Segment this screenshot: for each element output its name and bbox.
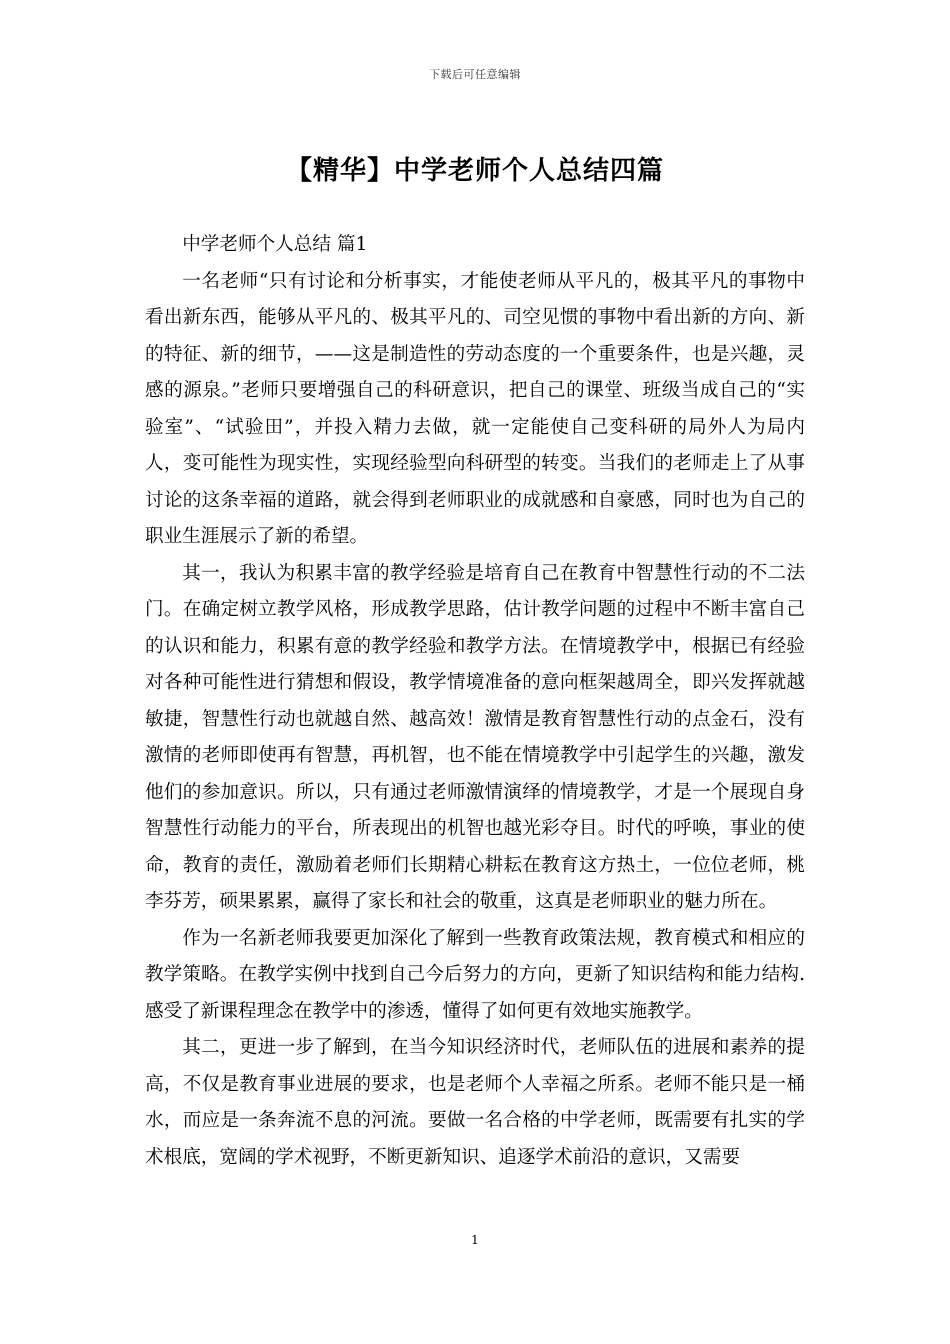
page-number: 1 — [471, 1233, 479, 1247]
document-body — [145, 227, 805, 1176]
paragraph: 其二，更进一步了解到，在当今知识经济时代，老师队伍的进展和素养的提高，不仅是教育事业进展的要求，也是老师个人幸福之所系。老师不能只是一桶水，而应是一条奔流不息的河流。要做一名合格的中学老师，既需要有扎实的学术根底，宽阔的学术视野，不断更新知识、追逐学术前沿的意识，又需要 — [145, 1037, 805, 1168]
section-heading: 中学老师个人总结 篇1 — [182, 234, 368, 255]
page-header-note: 下载后可任意编辑 — [429, 68, 521, 81]
paragraph: 其一，我认为积累丰富的教学经验是培育自己在教育中智慧性行动的不二法门。在确定树立教学风格，形成教学思路，估计教学问题的过程中不断丰富自己的认识和能力，积累有意的教学经验和教学方法。在情境教学中，根据已有经验对各种可能性进行猜想和假设，教学情境准备的意向框架越周全，即兴发挥就越敏捷，智慧性行动也就越自然、越高效！激情是教育智慧性行动的点金石，没有激情的老师即使再有智慧，再机智，也不能在情境教学中引起学生的兴趣，激发他们的参加意识。所以，只有通过老师激情演绎的情境教学，才是一个展现自身智慧性行动能力的平台，所表现出的机智也越光彩夺目。时代的呼唤，事业的使命，教育的责任，激励着老师们长期精心耕耘在教育这方热土，一位位老师，桃李芬芳，硕果累累，赢得了家长和社会的敬重，这真是老师职业的魅力所在。 — [145, 562, 805, 912]
paragraph: 一名老师“只有讨论和分析事实，才能使老师从平凡的，极其平凡的事物中看出新东西，能够从平凡的、极其平凡的、司空见惯的事物中看出新的方向、新的特征、新的细节，——这是制造性的劳动态度的一个重要条件，也是兴趣，灵感的源泉。”老师只要增强自己的科研意识，把自己的课堂、班级当成自己的“实验室”、“试验田”，并投入精力去做，就一定能使自己变科研的局外人为局内人，变可能性为现实性，实现经验型向科研型的转变。当我们的老师走上了从事讨论的这条幸福的道路，就会得到老师职业的成就感和自豪感，同时也为自己的职业生涯展示了新的希望。 — [145, 270, 805, 547]
document-title: 【精华】中学老师个人总结四篇 — [285, 156, 664, 186]
paragraph: 作为一名新老师我要更加深化了解到一些教育政策法规，教育模式和相应的教学策略。在教学实例中找到自己今后努力的方向，更新了知识结构和能力结构.感受了新课程理念在教学中的渗透，懂得了如何更有效地实施教学。 — [145, 927, 805, 1022]
